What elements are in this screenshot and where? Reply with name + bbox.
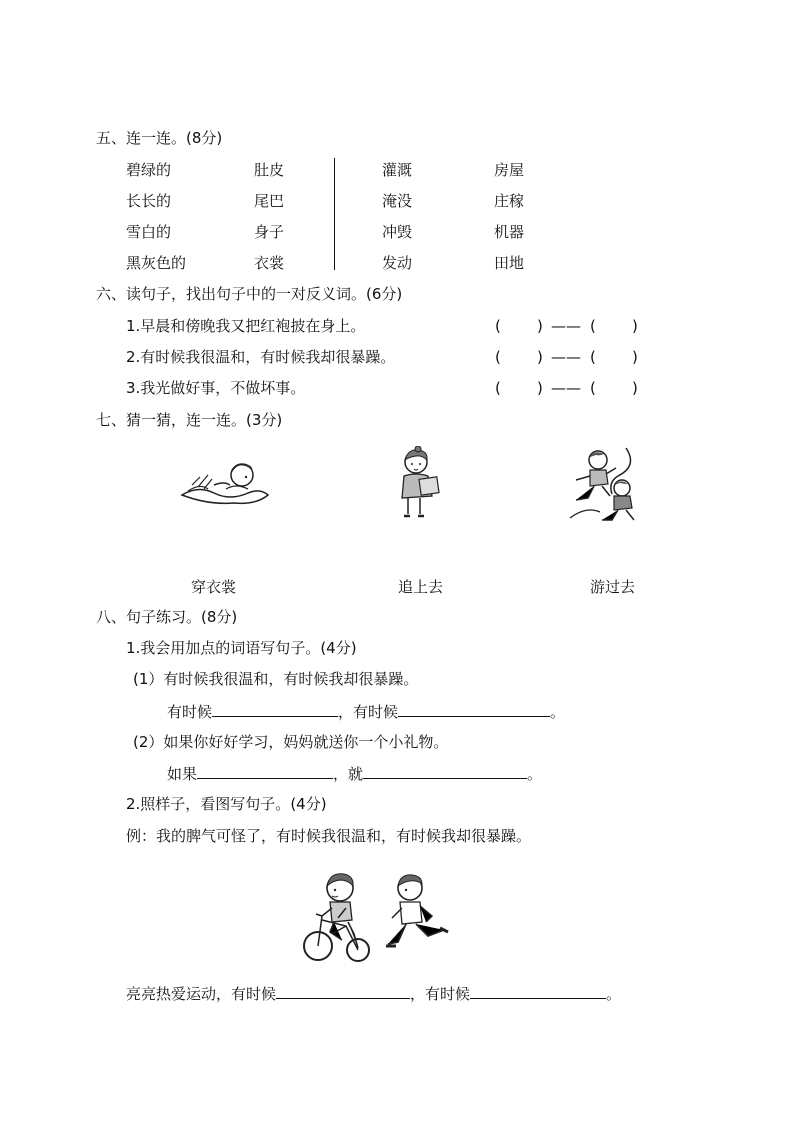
word-left1-3: 雪白的 — [126, 223, 172, 241]
q1-title: 1.我会用加点的词语写句子。(4分) — [126, 639, 357, 657]
word-right2-4: 田地 — [494, 254, 525, 272]
q1-sentence-a: (1）有时候我很温和，有时候我却很暴躁。 — [133, 670, 419, 688]
answer-open-1a: ( — [495, 317, 501, 335]
antonym-sentence-2: 2.有时候我很温和，有时候我却很暴躁。 — [126, 348, 396, 366]
swimming-child-picture — [178, 455, 270, 507]
q2-answer — [126, 983, 621, 1004]
word-right2-1: 房屋 — [494, 161, 525, 179]
q1-b-blank-1[interactable] — [197, 763, 333, 779]
q2-title: 2.照样子，看图写句子。(4分) — [126, 795, 327, 813]
boy-cycling-picture — [302, 870, 374, 966]
word-left2-4: 衣裳 — [254, 254, 285, 272]
antonym-sentence-3: 3.我光做好事，不做坏事。 — [126, 379, 306, 397]
word-left2-2: 尾巴 — [254, 192, 285, 210]
word-left2-1: 肚皮 — [254, 161, 285, 179]
answer-open-2a: ( — [495, 348, 501, 366]
picture-label-3: 游过去 — [590, 578, 636, 596]
word-left2-3: 身子 — [254, 223, 285, 241]
answer-dash-1: —— — [551, 317, 581, 335]
answer-open-3b: ( — [590, 379, 596, 397]
section7-title: 七、猜一猜，连一连。(3分) — [96, 411, 283, 429]
answer-dash-2: —— — [551, 348, 581, 366]
kids-chasing-picture — [566, 446, 642, 526]
q1-b-middle: ，就 — [333, 765, 364, 783]
word-right1-2: 淹没 — [382, 192, 413, 210]
answer-close-1b: ) — [632, 317, 638, 335]
q1-b-blank-2[interactable] — [363, 763, 527, 779]
q1-sentence-b: (2）如果你好好学习，妈妈就送你一个小礼物。 — [133, 733, 449, 751]
q1-a-period: 。 — [550, 703, 566, 721]
q1-answer-a — [167, 701, 565, 722]
q1-a-prefix: 有时候 — [167, 703, 213, 721]
word-right2-3: 机器 — [494, 223, 525, 241]
word-right1-4: 发动 — [382, 254, 413, 272]
section6-title: 六、读句子，找出句子中的一对反义词。(6分) — [96, 285, 403, 303]
answer-close-1a: ) — [537, 317, 543, 335]
answer-close-3a: ) — [537, 379, 543, 397]
antonym-sentence-1: 1.早晨和傍晚我又把红袍披在身上。 — [126, 317, 366, 335]
q1-b-prefix: 如果 — [167, 765, 198, 783]
section5-title: 五、连一连。(8分) — [96, 129, 223, 147]
q1-a-middle: ，有时候 — [338, 703, 399, 721]
answer-open-2b: ( — [590, 348, 596, 366]
word-left1-1: 碧绿的 — [126, 161, 172, 179]
answer-close-2b: ) — [632, 348, 638, 366]
q1-a-blank-2[interactable] — [398, 701, 550, 717]
q1-answer-b — [167, 763, 542, 784]
q2-middle: ，有时候 — [410, 985, 471, 1003]
answer-close-3b: ) — [632, 379, 638, 397]
word-left1-4: 黑灰色的 — [126, 254, 187, 272]
q1-a-blank-1[interactable] — [212, 701, 338, 717]
q2-blank-1[interactable] — [276, 983, 410, 999]
word-right2-2: 庄稼 — [494, 192, 525, 210]
word-left1-2: 长长的 — [126, 192, 172, 210]
picture-label-1: 穿衣裳 — [191, 578, 237, 596]
q2-period: 。 — [606, 985, 622, 1003]
q1-b-period: 。 — [527, 765, 543, 783]
boy-running-picture — [386, 872, 452, 964]
column-divider — [334, 158, 335, 270]
answer-open-1b: ( — [590, 317, 596, 335]
q2-prefix: 亮亮热爱运动，有时候 — [126, 985, 277, 1003]
section8-title: 八、句子练习。(8分) — [96, 608, 238, 626]
q2-example: 例：我的脾气可怪了，有时候我很温和，有时候我却很暴躁。 — [126, 827, 532, 845]
picture-label-2: 追上去 — [398, 578, 444, 596]
answer-close-2a: ) — [537, 348, 543, 366]
word-right1-3: 冲毁 — [382, 223, 413, 241]
word-right1-1: 灌溉 — [382, 161, 413, 179]
answer-open-3a: ( — [495, 379, 501, 397]
q2-blank-2[interactable] — [470, 983, 606, 999]
girl-dressing-picture — [394, 446, 442, 522]
answer-dash-3: —— — [551, 379, 581, 397]
